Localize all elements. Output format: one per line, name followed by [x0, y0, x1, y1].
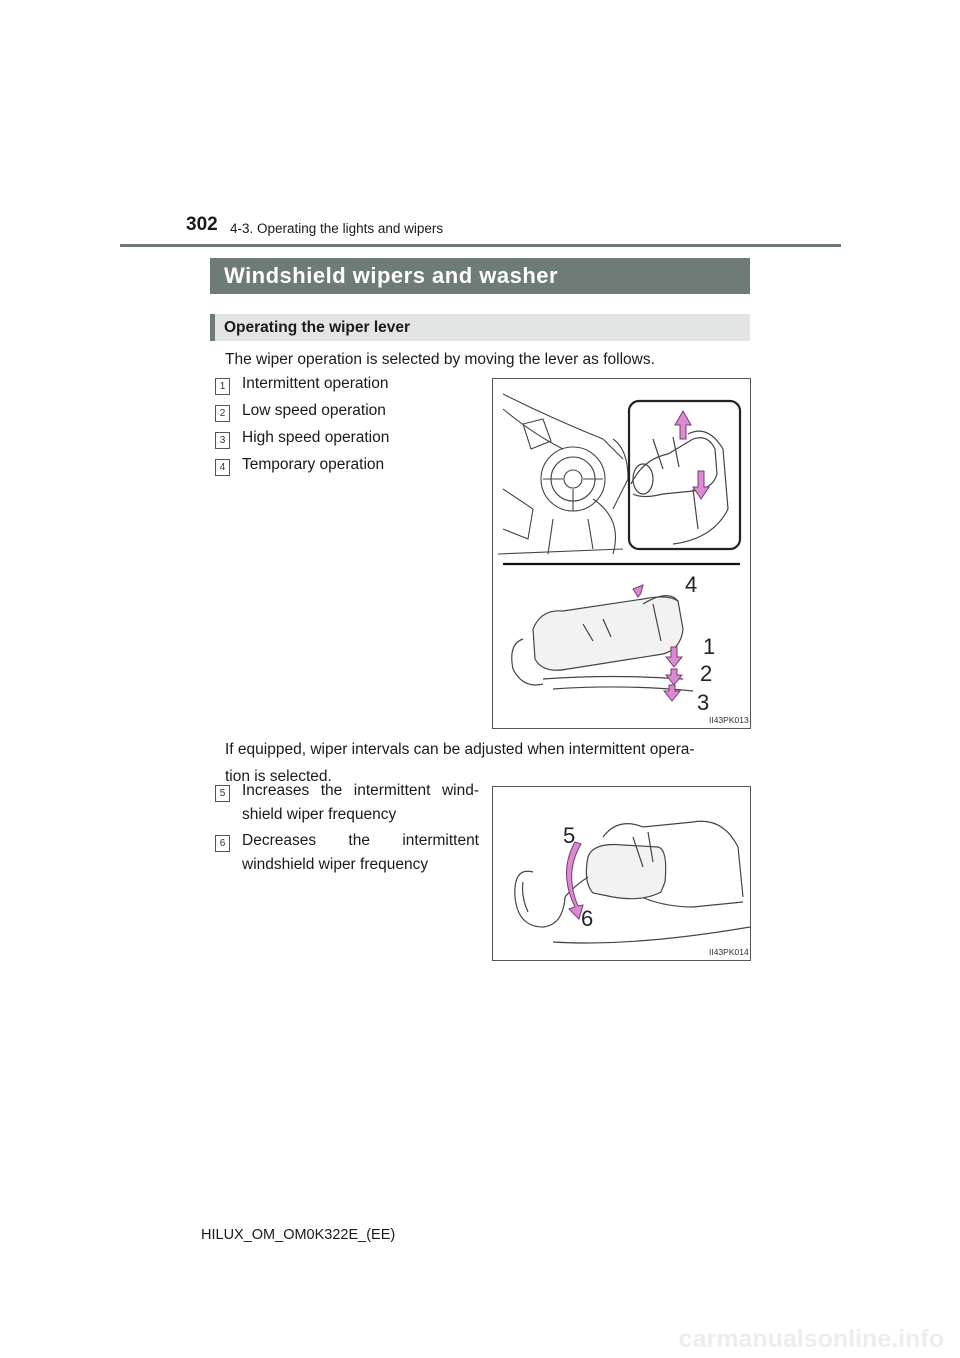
- figure-code: II43PK014: [709, 947, 749, 957]
- subheading: Operating the wiper lever: [224, 319, 411, 336]
- callout-3: 3: [697, 690, 710, 715]
- subheading-accent: [210, 314, 215, 341]
- number-badge: 4: [215, 459, 230, 476]
- number-badge: 1: [215, 378, 230, 395]
- wiper-lever-illustration: [493, 379, 750, 728]
- adjust-line: Increases the intermittent wind-: [242, 782, 479, 799]
- section-title-bar: [210, 258, 750, 294]
- header-divider: [120, 244, 841, 247]
- number-badge: 3: [215, 432, 230, 449]
- watermark-text: carmanualsonline.info: [678, 1325, 944, 1353]
- callout-6: 6: [581, 906, 594, 931]
- number-badge: 5: [215, 785, 230, 802]
- adjust-line: shield wiper frequency: [242, 806, 397, 823]
- intervals-line: tion is selected.: [225, 768, 332, 785]
- number-badge: 2: [215, 405, 230, 422]
- figure-code: II43PK013: [709, 715, 749, 725]
- page-number: 302: [186, 214, 218, 235]
- intervals-line: If equipped, wiper intervals can be adjusted when intermittent opera-: [225, 741, 695, 758]
- interval-adjust-figure: [492, 786, 751, 961]
- callout-1: 1: [703, 634, 716, 659]
- callout-2: 2: [700, 661, 713, 686]
- interval-adjust-illustration: [493, 787, 750, 960]
- adjust-item-text: [242, 779, 479, 827]
- document-footer: HILUX_OM_OM0K322E_(EE): [201, 1227, 396, 1243]
- list-item-label: Low speed operation: [242, 402, 386, 419]
- number-badge: 6: [215, 835, 230, 852]
- list-item-label: Intermittent operation: [242, 375, 389, 392]
- page-title: Windshield wipers and washer: [224, 263, 559, 288]
- section-breadcrumb: 4-3. Operating the lights and wipers: [230, 221, 444, 236]
- adjust-line: windshield wiper frequency: [242, 856, 429, 873]
- list-item-label: Temporary operation: [242, 456, 385, 473]
- list-item-label: High speed operation: [242, 429, 390, 446]
- callout-4: 4: [685, 572, 698, 597]
- adjust-line: Decreases the intermittent: [242, 832, 479, 849]
- adjust-item-text: [242, 829, 479, 877]
- intro-paragraph: The wiper operation is selected by moving the lever as follows.: [225, 351, 655, 368]
- subheading-bar: [210, 314, 750, 341]
- wiper-lever-figure: [492, 378, 751, 729]
- callout-5: 5: [563, 823, 576, 848]
